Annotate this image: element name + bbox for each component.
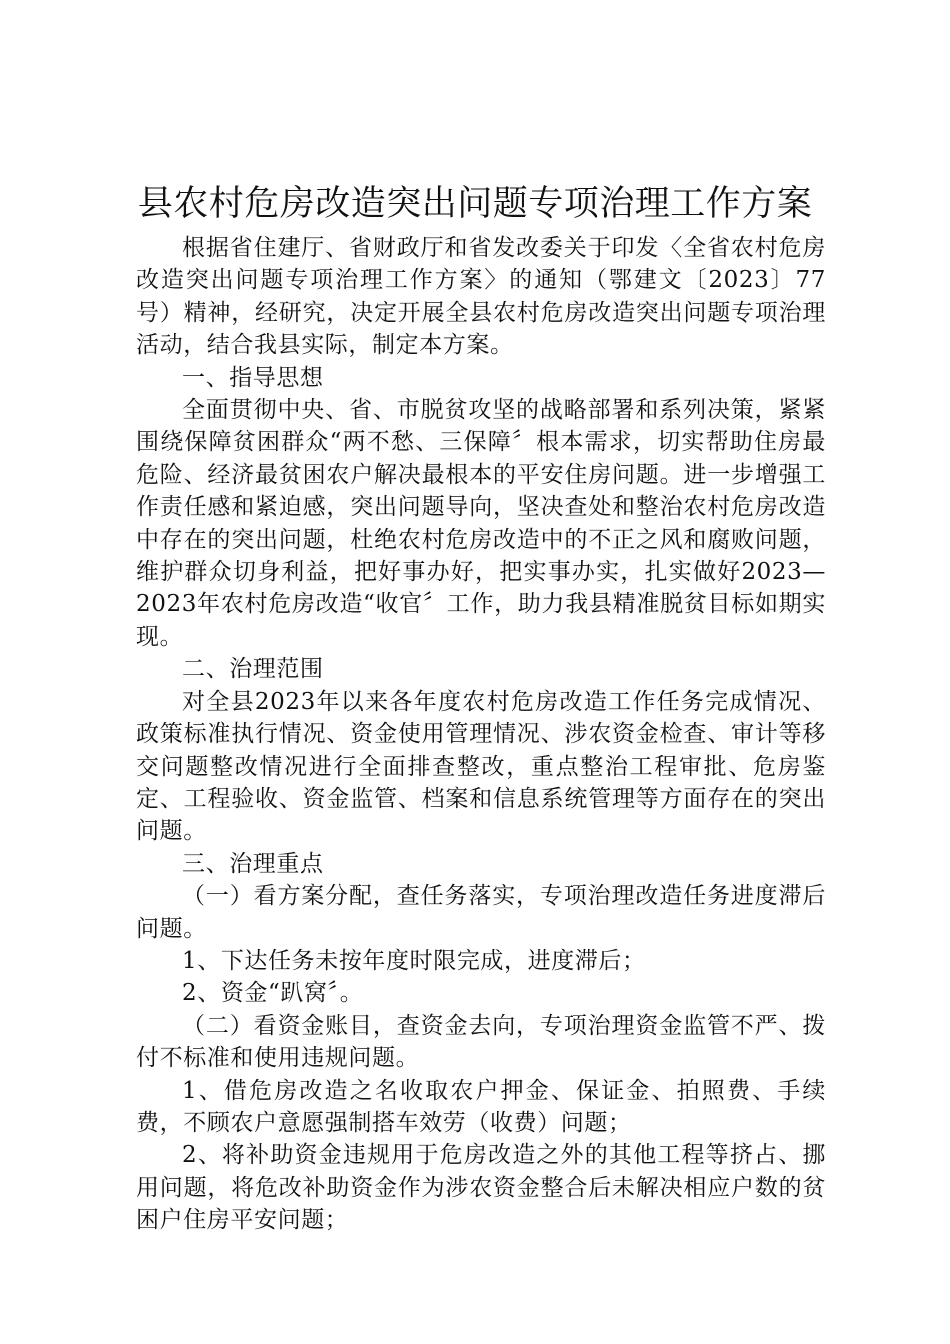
list-item-progress-lag: 1、下达任务未按年度时限完成，进度滞后； (182, 947, 646, 974)
list-item-fund-misuse: 2、将补助资金违规用于危房改造之外的其他工程等挤占、挪用问题，将危改补助资金作为涉农资金整合后未解决相应户数的贫困户住房平安问题； (136, 1142, 826, 1234)
section-heading-guiding-ideology: 一、指导思想 (182, 364, 324, 391)
paragraph-scope: 对全县2023年以来各年度农村危房改造工作任务完成情况、政策标准执行情况、资金使用管理情况、涉农资金检查、审计等移交问题整改情况进行全面排查整改，重点整治工程审批、危房鉴定、工程验收、资金监管、档案和信息系统管理等方面存在的突出问题。 (136, 688, 826, 845)
list-item-illegal-fees: 1、借危房改造之名收取农户押金、保证金、拍照费、手续费，不顾农户意愿强制搭车效劳（收费）问题； (136, 1077, 826, 1136)
paragraph-guiding-ideology: 全面贯彻中央、省、市脱贫攻坚的战略部署和系列决策，紧紧围绕保障贫困群众“两不愁、三保障〞根本需求，切实帮助住房最危险、经济最贫困农户解决最根本的平安住房问题。进一步增强工作责任感和紧迫感，突出问题导向，坚决查处和整治农村危房改造中存在的突出问题，杜绝农村危房改造中的不正之风和腐败问题，维护群众切身利益，把好事办好，把实事办实，扎实做好2023—2023年农村危房改造“收官〞工作，助力我县精准脱贫目标如期实现。 (136, 397, 826, 650)
subsection-heading-task-allocation: （一）看方案分配，查任务落实，专项治理改造任务进度滞后问题。 (136, 883, 826, 942)
section-heading-scope: 二、治理范围 (182, 656, 324, 683)
document-title: 县农村危房改造突出问题专项治理工作方案 (137, 184, 813, 224)
intro-paragraph: 根据省住建厅、省财政厅和省发改委关于印发〈全省农村危房改造突出问题专项治理工作方案〉的通知（鄂建文〔2023〕77号）精神，经研究，决定开展全县农村危房改造突出问题专项治理活动，结合我县实际，制定本方案。 (136, 235, 826, 359)
section-heading-key-points: 三、治理重点 (182, 850, 324, 877)
list-item-funds-idle: 2、资金“趴窝〞。 (182, 980, 364, 1007)
document-body (136, 232, 826, 1237)
subsection-heading-fund-accounts: （二）看资金账目，查资金去向，专项治理资金监管不严、拨付不标准和使用违规问题。 (136, 1012, 826, 1072)
